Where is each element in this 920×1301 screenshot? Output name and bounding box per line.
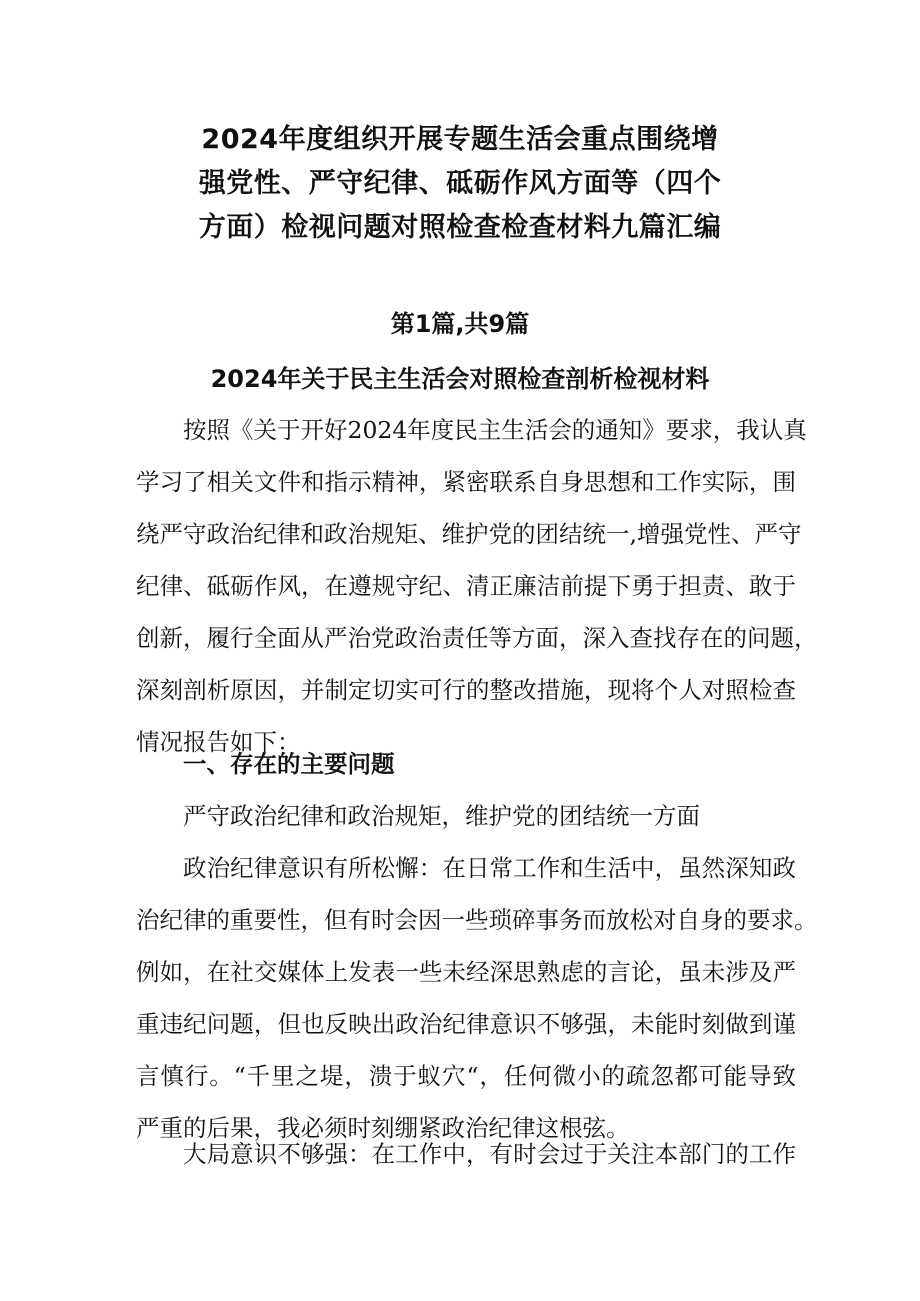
paragraph-line: 政治纪律意识有所松懈：在日常工作和生活中，虽然深知政 [183,854,796,882]
paragraph-line: 纪律、砥砺作风，在遵规守纪、清正廉洁前提下勇于担责、敢于 [136,572,796,600]
main-title [130,118,790,250]
paragraph-line: 创新，履行全面从严治党政治责任等方面，深入查找存在的问题， [136,624,818,652]
main-title-line: 方面）检视问题对照检查检查材料九篇汇编 [198,212,722,243]
paragraph-line: 按照《关于开好2024年度民主生活会的通知》要求，我认真 [183,416,807,444]
section-counter: 第1篇,共9篇 [390,310,530,338]
paragraph-line: 严重的后果，我必须时刻绷紧政治纪律这根弦。 [136,1114,630,1142]
paragraph-line: 言慎行。“千里之堤，溃于蚁穴“，任何微小的疏忽都可能导致 [136,1062,796,1090]
paragraph-line: 大局意识不够强：在工作中，有时会过于关注本部门的工作 [183,1140,796,1168]
paragraph-line: 绕严守政治纪律和政治规矩、维护党的团结统一,增强党性、严守 [136,520,802,548]
paragraph-line: 例如，在社交媒体上发表一些未经深思熟虑的言论，虽未涉及严 [136,958,796,986]
main-title-line: 强党性、严守纪律、砥砺作风方面等（四个 [198,168,722,199]
section-heading: 一、存在的主要问题 [183,750,395,778]
paragraph-line: 深刻剖析原因，并制定切实可行的整改措施，现将个人对照检查 [136,676,796,704]
paragraph-line: 治纪律的重要性，但有时会因一些琐碎事务而放松对自身的要求。 [136,906,818,934]
intro-paragraph [136,404,818,768]
paragraph-line: 学习了相关文件和指示精神，紧密联系自身思想和工作实际，围 [136,468,796,496]
subheading: 严守政治纪律和政治规矩，维护党的团结统一方面 [183,802,700,830]
paragraph-line: 重违纪问题，但也反映出政治纪律意识不够强，未能时刻做到谨 [136,1010,796,1038]
paragraph-political-discipline [136,842,818,1154]
subheading-block [136,790,796,842]
article-title: 2024年关于民主生活会对照检查剖析检视材料 [210,365,710,393]
paragraph-overall-awareness [136,1128,796,1180]
paragraph-line: 情况报告如下： [136,728,301,756]
main-title-line: 2024年度组织开展专题生活会重点围绕增 [201,124,719,155]
section-heading-block [136,738,796,790]
